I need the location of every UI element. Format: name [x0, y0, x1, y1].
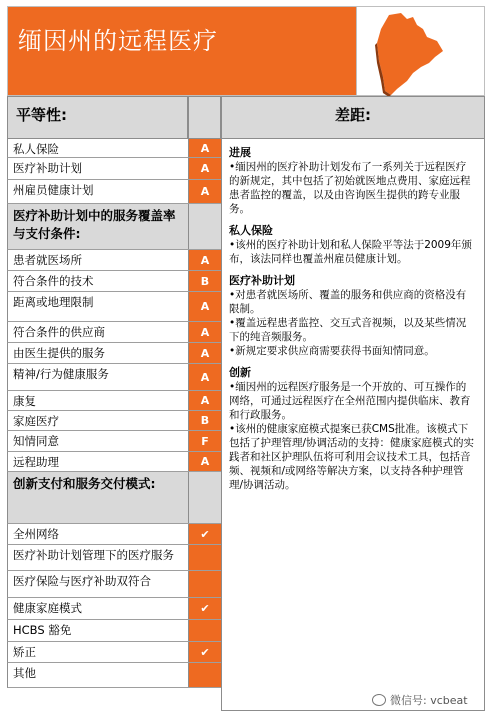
row-label: 远程助理: [8, 452, 189, 471]
maine-map-icon: [367, 11, 447, 97]
table-row: [7, 663, 221, 688]
table-row: [7, 431, 221, 452]
gap-section-heading: 进展: [229, 146, 251, 159]
row-label: 距离或地理限制: [8, 292, 189, 321]
grade-badge: B: [189, 411, 222, 430]
grade-badge: A: [189, 292, 222, 321]
row-label: 矫正: [8, 642, 189, 662]
table-row: [7, 598, 221, 620]
row-label: 患者就医场所: [8, 250, 189, 270]
grade-badge: A: [189, 180, 222, 203]
row-label: HCBS 豁免: [8, 620, 189, 641]
grade-badge: ✔: [189, 524, 222, 544]
grade-badge: [189, 472, 222, 523]
grade-badge: [189, 545, 222, 570]
grade-badge: A: [189, 343, 222, 363]
table-row: [7, 411, 221, 431]
table-row: [7, 391, 221, 411]
watermark: [372, 692, 468, 708]
gap-bullet: •覆盖远程患者监控、交互式音视频，以及某些情况下的纯音频服务。: [229, 317, 467, 343]
grade-badge: A: [189, 158, 222, 179]
grade-badge: A: [189, 452, 222, 471]
grade-badge: A: [189, 364, 222, 390]
grade-badge: A: [189, 250, 222, 270]
grade-column-header: [188, 96, 221, 139]
gap-section-heading: 创新: [229, 366, 251, 379]
row-label: 医疗补助计划: [8, 158, 189, 179]
row-label: 其他: [8, 663, 189, 687]
gap-bullet: •缅因州的医疗补助计划发布了一系列关于远程医疗的新规定，其中包括了初始就医地点费用、家庭远程患者监控的覆盖，以及由咨询医生提供的跨专业服务。: [229, 161, 471, 215]
table-row: [7, 271, 221, 292]
gap-bullet: •该州的医疗补助计划和私人保险平等法于2009年颁布，该法同样也覆盖州雇员健康计划。: [229, 239, 472, 265]
watermark-text: 微信号: vcbeat: [390, 694, 468, 707]
state-map-panel: [356, 7, 484, 95]
grade-badge: ✔: [189, 598, 222, 619]
gap-bullet: •对患者就医场所、覆盖的服务和供应商的资格没有限制。: [229, 289, 467, 315]
row-label: 私人保险: [8, 139, 189, 157]
header-banner: [7, 6, 485, 96]
gap-section-heading: 私人保险: [229, 224, 273, 237]
table-row: [7, 452, 221, 472]
header-title-block: [8, 7, 356, 95]
row-label: 医疗保险与医疗补助双符合: [8, 571, 189, 597]
table-row: [7, 524, 221, 545]
row-label: 全州网络: [8, 524, 189, 544]
section-label: 医疗补助计划中的服务覆盖率与支付条件:: [8, 204, 189, 249]
table-row: [7, 571, 221, 598]
row-label: 精神/行为健康服务: [8, 364, 189, 390]
table-row: [7, 545, 221, 571]
equality-column-header: 平等性:: [7, 96, 188, 139]
table-row: [7, 180, 221, 204]
table-row: [7, 322, 221, 343]
gaps-column-header: 差距:: [221, 96, 485, 139]
grade-badge: B: [189, 271, 222, 291]
grade-badge: F: [189, 431, 222, 451]
wechat-icon: [372, 694, 386, 706]
page-title: 缅因州的远程医疗: [18, 27, 218, 55]
grade-badge: A: [189, 322, 222, 342]
grade-badge: [189, 663, 222, 687]
table-row: [7, 292, 221, 322]
table-row: [7, 250, 221, 271]
row-label: 由医生提供的服务: [8, 343, 189, 363]
grade-badge: A: [189, 391, 222, 410]
grade-badge: A: [189, 139, 222, 157]
row-label: 知情同意: [8, 431, 189, 451]
gap-bullet: •新规定要求供应商需要获得书面知情同意。: [229, 345, 435, 357]
equality-table: [7, 139, 221, 688]
row-label: 家庭医疗: [8, 411, 189, 430]
table-row: [7, 642, 221, 663]
gap-bullet: •缅因州的远程医疗服务是一个开放的、可互操作的网络，可通过远程医疗在全州范围内提供临床、教育和行政服务。: [229, 381, 471, 421]
row-label: 医疗补助计划管理下的医疗服务: [8, 545, 189, 570]
section-row: [7, 472, 221, 524]
grade-badge: [189, 571, 222, 597]
section-row: [7, 204, 221, 250]
grade-badge: [189, 620, 222, 641]
table-row: [7, 620, 221, 642]
table-row: [7, 364, 221, 391]
section-label: 创新支付和服务交付模式:: [8, 472, 189, 523]
gaps-panel: [221, 139, 485, 711]
row-label: 符合条件的技术: [8, 271, 189, 291]
table-row: [7, 343, 221, 364]
table-row: [7, 158, 221, 180]
row-label: 健康家庭模式: [8, 598, 189, 619]
gap-bullet: •该州的健康家庭模式提案已获CMS批准。该模式下包括了护理管理/协调活动的支持：健康家庭模式的实践者和社区护理队伍将可利用会议技术工具，包括音频、视频和/或网络等解决方案，以支持各种护理管理/协调活动。: [229, 423, 475, 491]
row-label: 州雇员健康计划: [8, 180, 189, 203]
row-label: 康复: [8, 391, 189, 410]
table-row: [7, 139, 221, 158]
row-label: 符合条件的供应商: [8, 322, 189, 342]
gap-section-heading: 医疗补助计划: [229, 274, 295, 287]
grade-badge: [189, 204, 222, 249]
grade-badge: ✔: [189, 642, 222, 662]
